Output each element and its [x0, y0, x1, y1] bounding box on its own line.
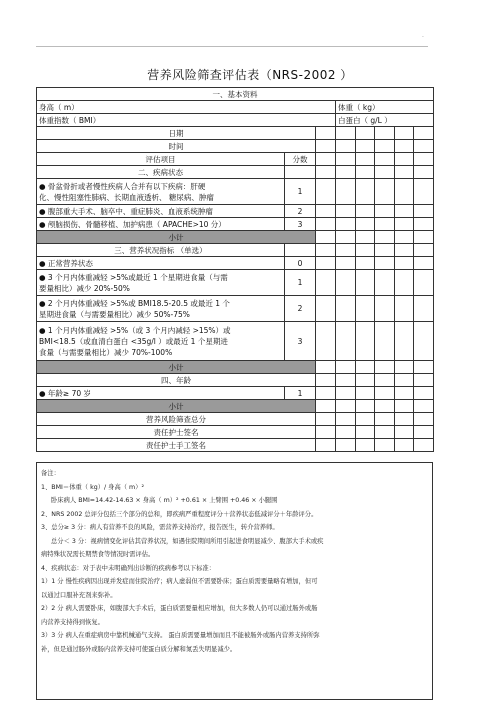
time-cell[interactable]: [316, 140, 336, 153]
score-cell[interactable]: [316, 322, 336, 361]
time-cell[interactable]: [375, 140, 395, 153]
disease-item-3: ● 颅脑损伤、骨髓移植、加护病患（ APACHE>10 分）: [37, 218, 285, 231]
nutrition-item-2-score: 1: [285, 270, 316, 296]
basic-info-header: 一、基本资料: [37, 88, 434, 101]
albumin-label: 白蛋白（ g/L ）: [336, 114, 434, 127]
nutrition-item-4-line-2: BMI<18.5（或血清白蛋白 <35g/l ）或最近 1 个星期进: [39, 336, 228, 346]
notes-line: 补，但是通过肠外或肠内营养支持可使蛋白质分解和氮丢失明显减少。: [41, 645, 237, 653]
notes-line: 2、NRS 2002 总评分包括三个部分的总和，即疾病严重程度评分＋营养状态低减评分＋年龄评分。: [41, 510, 318, 518]
score-cell[interactable]: [395, 179, 414, 205]
score-cell[interactable]: [395, 205, 414, 218]
notes-line: 2）2 分 病人需要卧床，如腹部大手术后，蛋白质需要量相应增加，但大多数人仍可以通过肠外或肠: [41, 605, 318, 612]
score-cell[interactable]: [316, 257, 336, 270]
score-cell[interactable]: [375, 179, 395, 205]
score-cell[interactable]: [414, 387, 434, 400]
notes-box: [36, 462, 433, 700]
subtotal-cell[interactable]: [316, 400, 336, 413]
subtotal-cell[interactable]: [316, 361, 336, 374]
date-cell[interactable]: [414, 127, 434, 140]
total-cell[interactable]: [356, 413, 375, 426]
nutrition-item-4: [37, 322, 285, 361]
nutrition-subtotal-label: 小计: [37, 361, 316, 374]
disease-item-1: [37, 179, 285, 205]
score-cell[interactable]: [395, 218, 414, 231]
score-cell[interactable]: [316, 387, 336, 400]
score-cell[interactable]: [356, 296, 375, 322]
score-cell[interactable]: [336, 257, 356, 270]
time-cell[interactable]: [336, 140, 356, 153]
nutrition-item-4-score: 3: [285, 322, 316, 361]
weight-label: 体重（ kg）: [336, 101, 434, 114]
score-cell[interactable]: [336, 270, 356, 296]
signature-cell[interactable]: [375, 439, 395, 452]
total-cell[interactable]: [336, 413, 356, 426]
score-cell[interactable]: [336, 205, 356, 218]
score-cell[interactable]: [395, 257, 414, 270]
signature-cell[interactable]: [316, 426, 336, 439]
score-cell[interactable]: [356, 257, 375, 270]
signature-cell[interactable]: [356, 426, 375, 439]
subtotal-cell[interactable]: [395, 231, 414, 244]
subtotal-cell[interactable]: [395, 400, 414, 413]
total-cell[interactable]: [414, 413, 434, 426]
score-cell[interactable]: [414, 179, 434, 205]
disease-subtotal-label: 小计: [37, 231, 316, 244]
total-cell[interactable]: [395, 413, 414, 426]
score-cell[interactable]: [356, 387, 375, 400]
score-cell[interactable]: [414, 270, 434, 296]
nurse-signature-label: 责任护士签名: [37, 426, 316, 439]
subtotal-cell[interactable]: [395, 361, 414, 374]
nutrition-item-1: ● 正常营养状态: [37, 257, 285, 270]
item-label: 评估项目: [37, 153, 285, 166]
total-cell[interactable]: [316, 413, 336, 426]
age-item: ● 年龄≥ 70 岁: [37, 387, 285, 400]
disease-header: 二、疾病状态: [37, 166, 285, 179]
disease-item-3-score: 3: [285, 218, 316, 231]
score-cell[interactable]: [395, 322, 414, 361]
signature-cell[interactable]: [336, 439, 356, 452]
score-cell[interactable]: [336, 322, 356, 361]
time-cell[interactable]: [414, 140, 434, 153]
age-subtotal-label: 小计: [37, 400, 316, 413]
age-header: 四、年龄: [37, 374, 316, 387]
nutrition-item-4-line-1: ● 1 个月内体重减轻 >5%（或 3 个月内减轻 >15%）或: [39, 325, 231, 335]
notes-line: 病特殊状况需长期禁食等情况时需评估。: [41, 551, 155, 558]
notes-line: 1）1 分 慢性疾病因出现并发症而住院治疗；病人虚弱但不需要卧床；蛋白质需要量略有增加，但可: [41, 578, 318, 585]
score-cell[interactable]: [356, 218, 375, 231]
subtotal-cell[interactable]: [336, 400, 356, 413]
signature-cell[interactable]: [414, 426, 434, 439]
score-cell[interactable]: [375, 322, 395, 361]
score-cell[interactable]: [356, 270, 375, 296]
subtotal-cell[interactable]: [375, 231, 395, 244]
score-cell[interactable]: [395, 296, 414, 322]
score-cell[interactable]: [375, 387, 395, 400]
subtotal-cell[interactable]: [336, 361, 356, 374]
disease-item-2: ● 腹部重大手术、脑卒中、重症肺炎、血液系统肿瘤: [37, 205, 285, 218]
score-cell[interactable]: [316, 205, 336, 218]
score-cell[interactable]: [414, 205, 434, 218]
signature-cell[interactable]: [356, 439, 375, 452]
subtotal-cell[interactable]: [375, 361, 395, 374]
score-cell[interactable]: [375, 257, 395, 270]
page-title: 营养风险筛查评估表（NRS-2002 ）: [147, 68, 353, 82]
signature-cell[interactable]: [336, 426, 356, 439]
nutrition-header: 三、营养状况指标 （单选）: [37, 244, 285, 257]
disease-item-1-line-2: 化、慢性阻塞性肺病、长期血液透析、 糖尿病、肿瘤: [39, 192, 214, 202]
notes-line: 以通过口服补充剂来弥补。: [41, 591, 117, 599]
time-cell[interactable]: [356, 140, 375, 153]
signature-cell[interactable]: [395, 426, 414, 439]
subtotal-cell[interactable]: [336, 231, 356, 244]
score-cell[interactable]: [316, 296, 336, 322]
disease-item-1-line-1: ● 骨盆骨折或者慢性疾病人合并有以下疾病：肝硬: [39, 181, 206, 191]
score-cell[interactable]: [356, 179, 375, 205]
score-cell[interactable]: [395, 270, 414, 296]
date-cell[interactable]: [375, 127, 395, 140]
nutrition-item-4-line-3: 食量（与需要量相比）减少 70%-100%: [39, 347, 173, 357]
nutrition-item-1-score: 0: [285, 257, 316, 270]
nutrition-item-2-line-2: 要量相比）减少 20%-50%: [39, 283, 130, 293]
date-cell[interactable]: [356, 127, 375, 140]
score-cell[interactable]: [375, 296, 395, 322]
score-cell[interactable]: [375, 218, 395, 231]
nutrition-item-3-line-2: 星期进食量（与需要量相比）减少 50%-75%: [39, 309, 190, 319]
time-cell[interactable]: [395, 140, 414, 153]
disease-item-1-score: 1: [285, 179, 316, 205]
score-cell[interactable]: [356, 205, 375, 218]
score-cell[interactable]: [316, 179, 336, 205]
score-cell[interactable]: [336, 296, 356, 322]
score-cell[interactable]: [375, 270, 395, 296]
subtotal-cell[interactable]: [375, 400, 395, 413]
score-label: 分数: [285, 153, 316, 166]
page-corner-mark: ·: [422, 34, 424, 41]
page-top-rule: [36, 46, 428, 47]
total-score-label: 营养风险筛查总分: [37, 413, 316, 426]
time-label: 时间: [37, 140, 316, 153]
notes-line: 3）3 分 病人在重症病房中靠机械通气支持。 蛋白质需要量增加而且不能被肠外或肠内营养支持所弥: [41, 632, 320, 639]
date-cell[interactable]: [316, 127, 336, 140]
notes-line: 1、BMI＝体重（ kg）/ 身高（ m）²: [41, 483, 145, 491]
signature-cell[interactable]: [316, 439, 336, 452]
score-cell[interactable]: [414, 296, 434, 322]
score-cell[interactable]: [395, 387, 414, 400]
subtotal-cell[interactable]: [414, 400, 434, 413]
date-label: 日期: [37, 127, 316, 140]
notes-line: 3、总分≥ 3 分：病人有营养不良的风险，需营养支持治疗，报告医生，转介营养师。: [41, 524, 279, 531]
subtotal-cell[interactable]: [356, 361, 375, 374]
disease-item-2-score: 2: [285, 205, 316, 218]
head-nurse-signature-label: 责任护士手工签名: [37, 439, 316, 452]
notes-line: 备注：: [41, 470, 60, 477]
subtotal-cell[interactable]: [356, 231, 375, 244]
nutrition-item-3-score: 2: [285, 296, 316, 322]
nutrition-item-3: [37, 296, 285, 322]
score-cell[interactable]: [356, 322, 375, 361]
notes-line: 总分＜ 3 分：视病情变化评估其营养状况，如遇住院期间所用引起进食明显减少、腹部大手术或疾: [51, 537, 324, 545]
subtotal-cell[interactable]: [356, 400, 375, 413]
bmi-label: 体重指数（ BMI）: [37, 114, 336, 127]
date-cell[interactable]: [395, 127, 414, 140]
notes-line: 卧床病人 BMI=14.42-14.63 × 身高（ m）² +0.61 × 上臂围 +0.46 × 小腿围: [51, 497, 278, 504]
subtotal-cell[interactable]: [316, 231, 336, 244]
signature-cell[interactable]: [414, 439, 434, 452]
score-cell[interactable]: [336, 218, 356, 231]
nutrition-item-2: [37, 270, 285, 296]
score-cell[interactable]: [316, 270, 336, 296]
total-cell[interactable]: [375, 413, 395, 426]
notes-line: 内营养支持得到恢复。: [41, 618, 104, 626]
subtotal-cell[interactable]: [414, 361, 434, 374]
score-cell[interactable]: [414, 257, 434, 270]
height-label: 身高（ m）: [37, 101, 336, 114]
signature-cell[interactable]: [375, 426, 395, 439]
score-cell[interactable]: [414, 218, 434, 231]
score-cell[interactable]: [414, 322, 434, 361]
score-cell[interactable]: [336, 179, 356, 205]
assessment-table: [36, 87, 434, 452]
score-cell[interactable]: [375, 205, 395, 218]
score-cell[interactable]: [316, 218, 336, 231]
age-item-score: 1: [285, 387, 316, 400]
date-cell[interactable]: [336, 127, 356, 140]
subtotal-cell[interactable]: [414, 231, 434, 244]
nutrition-item-3-line-1: ● 2 个月内体重减轻 >5%或 BMI18.5-20.5 或最近 1 个: [39, 298, 230, 308]
score-cell[interactable]: [336, 387, 356, 400]
notes-line: 4、疾病状态：对于表中未明确列出诊断的疾病参考以下标准：: [41, 564, 216, 572]
nutrition-item-2-line-1: ● 3 个月内体重减轻 >5%或最近 1 个星期进食量（与需: [39, 272, 228, 282]
signature-cell[interactable]: [395, 439, 414, 452]
